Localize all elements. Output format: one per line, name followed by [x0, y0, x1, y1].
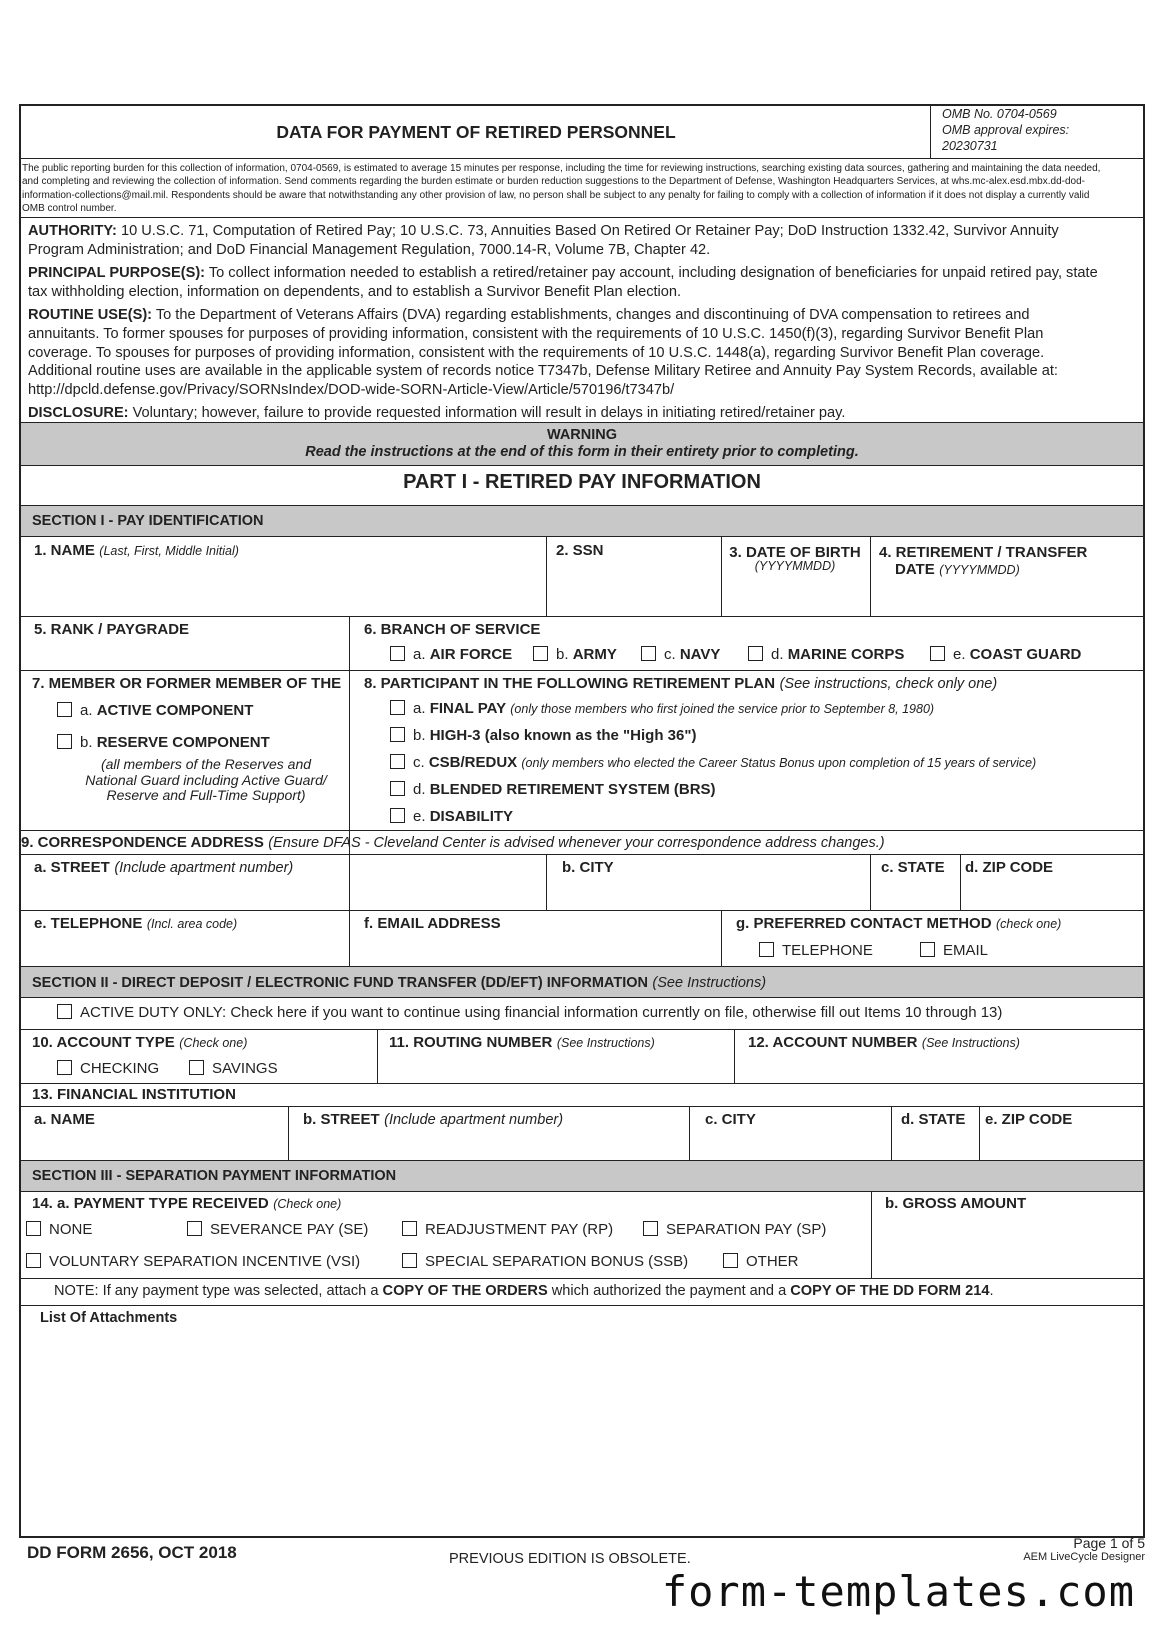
readjustment-checkbox[interactable] [402, 1221, 417, 1236]
branch-marine-corps[interactable] [748, 646, 904, 663]
brs-checkbox[interactable] [390, 781, 405, 796]
designer-credit: AEM LiveCycle Designer [1023, 1551, 1145, 1563]
payment-option-label: READJUSTMENT PAY (RP) [425, 1221, 614, 1238]
final-pay-checkbox[interactable] [390, 700, 405, 715]
member-b-letter: b. [80, 734, 93, 751]
dob-hint: (YYYYMMDD) [754, 559, 836, 573]
account-type-hint: (Check one) [179, 1036, 248, 1050]
contact-telephone[interactable] [759, 942, 873, 959]
retirement-date-label: 4. RETIREMENT / TRANSFER [879, 544, 1088, 561]
omb-info [942, 106, 1142, 154]
routing-number-field[interactable] [389, 1034, 729, 1078]
routine-text: To the Department of Veterans Affairs (DVA) regarding establishments, changes and discontinuing of DVA compensation to retirees and annuitants. To former spouses for purposes of providing information, consistent with the requirements of 10 U.S.C. 1450(f)(3), regarding Survivor Benefit Plan coverage. To spouses for purposes of providing information, consistent with the requirements of 10 U.S.C. 1448(a), regarding Survivor Benefit Plan coverage. Additional routine uses are available in the applicable system of records notice T7347b, Defense Military Retiree and Annuity Pay System Records, available at: http://dpcld.defense.gov/Privacy/SORNsIndex/DOD-wide-SORN-Article-View/Article/570196/t7347b/ [28, 307, 1058, 398]
plan-brs[interactable] [390, 781, 716, 798]
contact-telephone-label: TELEPHONE [782, 942, 873, 959]
branch-name: COAST GUARD [969, 646, 1082, 663]
branch-letter: a. [413, 646, 426, 663]
dob-field[interactable] [723, 544, 867, 616]
other-checkbox[interactable] [723, 1253, 738, 1268]
fin-zip-field[interactable] [985, 1111, 1141, 1155]
watermark: form-templates.com [661, 1567, 1135, 1616]
account-savings[interactable] [189, 1060, 278, 1077]
branch-navy[interactable] [641, 646, 720, 663]
section-2-header [21, 967, 1143, 997]
army-checkbox[interactable] [533, 646, 548, 661]
payment-other[interactable] [723, 1253, 799, 1270]
payment-option-label: SPECIAL SEPARATION BONUS (SSB) [425, 1253, 689, 1270]
reserve-component-checkbox[interactable] [57, 734, 72, 749]
email-label: f. EMAIL ADDRESS [364, 915, 501, 932]
note-bold-orders: COPY OF THE ORDERS [382, 1283, 548, 1299]
rank-label: 5. RANK / PAYGRADE [34, 621, 190, 638]
contact-email-label: EMAIL [943, 942, 989, 959]
fin-street-field[interactable] [303, 1111, 683, 1155]
section-2-title: SECTION II - DIRECT DEPOSIT / ELECTRONIC FUND TRANSFER (DD/EFT) INFORMATION [32, 975, 648, 991]
page-number: Page 1 of 5 [1073, 1535, 1145, 1551]
payment-option-label: SEVERANCE PAY (SE) [210, 1221, 369, 1238]
state-field[interactable] [881, 859, 957, 905]
account-type-label: 10. ACCOUNT TYPE [32, 1034, 175, 1051]
email-field[interactable] [364, 915, 714, 961]
fin-street-label: b. STREET [303, 1111, 380, 1128]
marine-corps-checkbox[interactable] [748, 646, 763, 661]
member-a-letter: a. [80, 702, 93, 719]
member-active[interactable] [57, 702, 253, 719]
vsi-checkbox[interactable] [26, 1253, 41, 1268]
address-header [21, 834, 885, 852]
address-hint: (Ensure DFAS - Cleveland Center is advised whenever your correspondence address changes.) [268, 835, 885, 851]
name-field[interactable] [34, 542, 544, 618]
state-label: c. STATE [881, 859, 945, 876]
active-duty-label: ACTIVE DUTY ONLY: Check here if you want to continue using financial information currently on file, otherwise fill out Items 10 through 13) [80, 1004, 1003, 1021]
branch-name: MARINE CORPS [787, 646, 905, 663]
routing-hint: (See Instructions) [556, 1036, 655, 1050]
payment-type-header [32, 1195, 341, 1213]
form-title: DATA FOR PAYMENT OF RETIRED PERSONNEL [276, 121, 676, 142]
branch-letter: d. [771, 646, 784, 663]
reserve-note-3: Reserve and Full-Time Support) [106, 787, 306, 803]
routine-label: ROUTINE USE(S): [28, 307, 153, 324]
plan-letter: c. [413, 754, 425, 771]
telephone-hint: (Incl. area code) [146, 917, 238, 931]
payment-none[interactable] [26, 1221, 92, 1238]
plan-letter: a. [413, 700, 426, 717]
contact-label: g. PREFERRED CONTACT METHOD [736, 915, 992, 932]
severance-checkbox[interactable] [187, 1221, 202, 1236]
payment-option-label: OTHER [746, 1253, 799, 1270]
page-info [1023, 1535, 1145, 1563]
zip-field[interactable] [965, 859, 1141, 905]
branch-name: ARMY [572, 646, 617, 663]
routing-label: 11. ROUTING NUMBER [389, 1034, 553, 1051]
purpose-label: PRINCIPAL PURPOSE(S): [28, 265, 206, 282]
payment-type-label: 14. a. PAYMENT TYPE RECEIVED [32, 1195, 269, 1212]
reserve-note-2: National Guard including Active Guard/ [85, 771, 327, 788]
checking-checkbox[interactable] [57, 1060, 72, 1075]
checking-label: CHECKING [80, 1060, 160, 1077]
attachments-label: List Of Attachments [40, 1310, 178, 1326]
ssb-checkbox[interactable] [402, 1253, 417, 1268]
note-bold-dd214: COPY OF THE DD FORM 214 [790, 1283, 990, 1299]
contact-telephone-checkbox[interactable] [759, 942, 774, 957]
contact-hint: (check one) [996, 917, 1062, 931]
account-type-header [32, 1034, 247, 1052]
name-label: 1. NAME [34, 542, 95, 559]
warning-title: WARNING [546, 427, 618, 443]
ssn-label: 2. SSN [556, 542, 604, 559]
branch-letter: e. [953, 646, 966, 663]
city-field[interactable] [562, 859, 862, 905]
street-hint: (Include apartment number) [114, 860, 294, 876]
plan-letter: b. [413, 727, 426, 744]
account-checking[interactable] [57, 1060, 159, 1077]
branch-army[interactable] [533, 646, 617, 663]
active-component-checkbox[interactable] [57, 702, 72, 717]
branch-label: 6. BRANCH OF SERVICE [364, 621, 541, 638]
zip-label: d. ZIP CODE [965, 859, 1054, 876]
csb-redux-checkbox[interactable] [390, 754, 405, 769]
disclosure-label: DISCLOSURE: [28, 405, 129, 422]
plan-name: FINAL PAY [429, 700, 507, 717]
note-text: . [989, 1283, 994, 1299]
plan-name: DISABILITY [429, 808, 514, 825]
payment-option-label: SEPARATION PAY (SP) [666, 1221, 827, 1238]
plan-name: CSB/REDUX [428, 754, 518, 771]
attachments-field[interactable] [40, 1309, 1135, 1534]
member-a-label: ACTIVE COMPONENT [96, 702, 254, 719]
fin-state-field[interactable] [901, 1111, 977, 1155]
street-field[interactable] [34, 859, 539, 905]
account-number-hint: (See Instructions) [921, 1036, 1020, 1050]
fin-state-label: d. STATE [901, 1111, 966, 1128]
reserve-note [71, 757, 341, 804]
plan-hint: (See instructions, check only one) [779, 676, 998, 692]
plan-name: HIGH-3 (also known as the "High 36") [429, 727, 697, 744]
member-reserve[interactable] [57, 734, 270, 751]
form-page-border [19, 104, 1145, 1538]
branch-name: AIR FORCE [429, 646, 513, 663]
section-1-header [21, 506, 1143, 536]
authority-paragraph [28, 222, 1104, 259]
air-force-checkbox[interactable] [390, 646, 405, 661]
payment-separation[interactable] [643, 1221, 826, 1238]
contact-email[interactable] [920, 942, 988, 959]
retirement-date-hint: (YYYYMMDD) [939, 563, 1020, 577]
payment-severance[interactable] [187, 1221, 368, 1238]
omb-number: OMB No. 0704-0569 [942, 107, 1057, 121]
purpose-text: To collect information needed to establish a retired/retainer pay account, including designation of beneficiaries for unpaid retired pay, state tax withholding election, information on dependents, and to establish a Survivor Benefit Plan election. [28, 265, 1098, 300]
plan-note: (only members who elected the Career Status Bonus upon completion of 15 years of service) [521, 756, 1037, 770]
section-3-title: SECTION III - SEPARATION PAYMENT INFORMATION [32, 1168, 397, 1184]
part-1-title: PART I - RETIRED PAY INFORMATION [403, 471, 761, 493]
gross-amount-label: b. GROSS AMOUNT [885, 1195, 1027, 1212]
savings-label: SAVINGS [212, 1060, 278, 1077]
navy-checkbox[interactable] [641, 646, 656, 661]
payment-readjustment[interactable] [402, 1221, 613, 1238]
plan-note: (only those members who first joined the service prior to September 8, 1980) [510, 702, 935, 716]
branch-name: NAVY [679, 646, 721, 663]
disclosure-text: Voluntary; however, failure to provide requested information will result in delays in initiating retired/retainer pay. [132, 405, 846, 422]
payment-type-hint: (Check one) [273, 1197, 342, 1211]
plan-final-pay[interactable] [390, 700, 934, 717]
fin-name-label: a. NAME [34, 1111, 95, 1128]
none-checkbox[interactable] [26, 1221, 41, 1236]
account-number-label: 12. ACCOUNT NUMBER [748, 1034, 918, 1051]
omb-expires-date: 20230731 [942, 139, 998, 153]
note-text: which authorized the payment and a [547, 1283, 791, 1299]
branch-letter: b. [556, 646, 569, 663]
account-number-field[interactable] [748, 1034, 1142, 1078]
member-b-label: RESERVE COMPONENT [96, 734, 270, 751]
omb-expires-label: OMB approval expires: [942, 123, 1070, 137]
active-duty-checkbox[interactable] [57, 1004, 72, 1019]
previous-edition-notice: PREVIOUS EDITION IS OBSOLETE. [449, 1551, 691, 1567]
section-1-title: SECTION I - PAY IDENTIFICATION [32, 513, 264, 529]
retirement-plan-header [364, 675, 997, 693]
payment-ssb[interactable] [402, 1253, 688, 1270]
retirement-date-label-2: DATE [895, 561, 935, 578]
plan-csb-redux[interactable] [390, 754, 1036, 771]
reserve-note-1: (all members of the Reserves and [100, 756, 312, 772]
telephone-label: e. TELEPHONE [34, 915, 143, 932]
branch-coast-guard[interactable] [930, 646, 1081, 663]
separation-pay-checkbox[interactable] [643, 1221, 658, 1236]
dob-label: 3. DATE OF BIRTH [729, 544, 861, 561]
burden-statement: The public reporting burden for this collection of information, 0704-0569, is estimated to average 15 minutes per response, including the time for reviewing instructions, searching existing data sources, gathering and maintaining the data needed, and completing and reviewing the collection of information. Send comments regarding the burden estimate or burden reduction suggestions to the Department of Defense, Washington Headquarters Services, at whs.mc-alex.esd.mbx.dd-dod-information-collections@mail.mil. Respondents should be aware that notwithstanding any other provision of law, no person shall be subject to any penalty for failing to comply with a collection of information if it does not display a currently valid OMB control number. [22, 163, 1101, 214]
purpose-paragraph [28, 264, 1104, 301]
warning-banner [21, 423, 1143, 465]
routine-use-paragraph [28, 306, 1104, 399]
fin-street-hint: (Include apartment number) [384, 1112, 564, 1128]
gross-amount-field[interactable] [885, 1195, 1140, 1271]
authority-label: AUTHORITY: [28, 223, 117, 239]
payment-vsi[interactable] [26, 1253, 360, 1270]
fin-zip-label: e. ZIP CODE [985, 1111, 1073, 1128]
financial-institution-label: 13. FINANCIAL INSTITUTION [32, 1086, 236, 1103]
disclosure-paragraph [28, 404, 1104, 423]
ssn-field[interactable] [556, 542, 716, 614]
rank-field[interactable] [34, 621, 344, 667]
plan-letter: e. [413, 808, 426, 825]
attachment-note [54, 1283, 994, 1299]
form-id: DD FORM 2656, OCT 2018 [27, 1543, 237, 1562]
name-hint: (Last, First, Middle Initial) [99, 544, 239, 558]
note-text: NOTE: If any payment type was selected, attach a [54, 1283, 383, 1299]
payment-option-label: NONE [49, 1221, 93, 1238]
active-duty-option[interactable] [57, 1004, 1002, 1021]
disability-checkbox[interactable] [390, 808, 405, 823]
plan-label: 8. PARTICIPANT IN THE FOLLOWING RETIREMENT PLAN [364, 675, 776, 692]
high-3-checkbox[interactable] [390, 727, 405, 742]
section-2-hint: (See Instructions) [652, 975, 767, 991]
telephone-field[interactable] [34, 915, 342, 961]
branch-air-force[interactable] [390, 646, 512, 663]
fin-name-field[interactable] [34, 1111, 284, 1155]
fin-city-field[interactable] [705, 1111, 885, 1155]
authority-text: 10 U.S.C. 71, Computation of Retired Pay; 10 U.S.C. 73, Annuities Based On Retired Or Retainer Pay; DoD Instruction 1332.42, Survivor Annuity Program Administration; and DoD Financial Management Regulation, 7000.14-R, Volume 7B, Chapter 42. [28, 223, 1059, 258]
payment-option-label: VOLUNTARY SEPARATION INCENTIVE (VSI) [49, 1253, 361, 1270]
warning-text: Read the instructions at the end of this form in their entirety prior to completing. [305, 444, 859, 460]
coast-guard-checkbox[interactable] [930, 646, 945, 661]
plan-disability[interactable] [390, 808, 513, 825]
plan-name: BLENDED RETIREMENT SYSTEM (BRS) [429, 781, 716, 798]
savings-checkbox[interactable] [189, 1060, 204, 1075]
plan-high-3[interactable] [390, 727, 696, 744]
plan-letter: d. [413, 781, 426, 798]
city-label: b. CITY [562, 859, 614, 876]
contact-method-header [736, 915, 1061, 933]
branch-letter: c. [664, 646, 676, 663]
section-3-header [21, 1161, 1143, 1191]
street-label: a. STREET [34, 859, 110, 876]
address-label: 9. CORRESPONDENCE ADDRESS [21, 834, 264, 851]
fin-city-label: c. CITY [705, 1111, 756, 1128]
privacy-act-statement [28, 222, 1104, 423]
retirement-date-field[interactable] [879, 544, 1141, 616]
member-label: 7. MEMBER OR FORMER MEMBER OF THE [32, 675, 342, 692]
contact-email-checkbox[interactable] [920, 942, 935, 957]
